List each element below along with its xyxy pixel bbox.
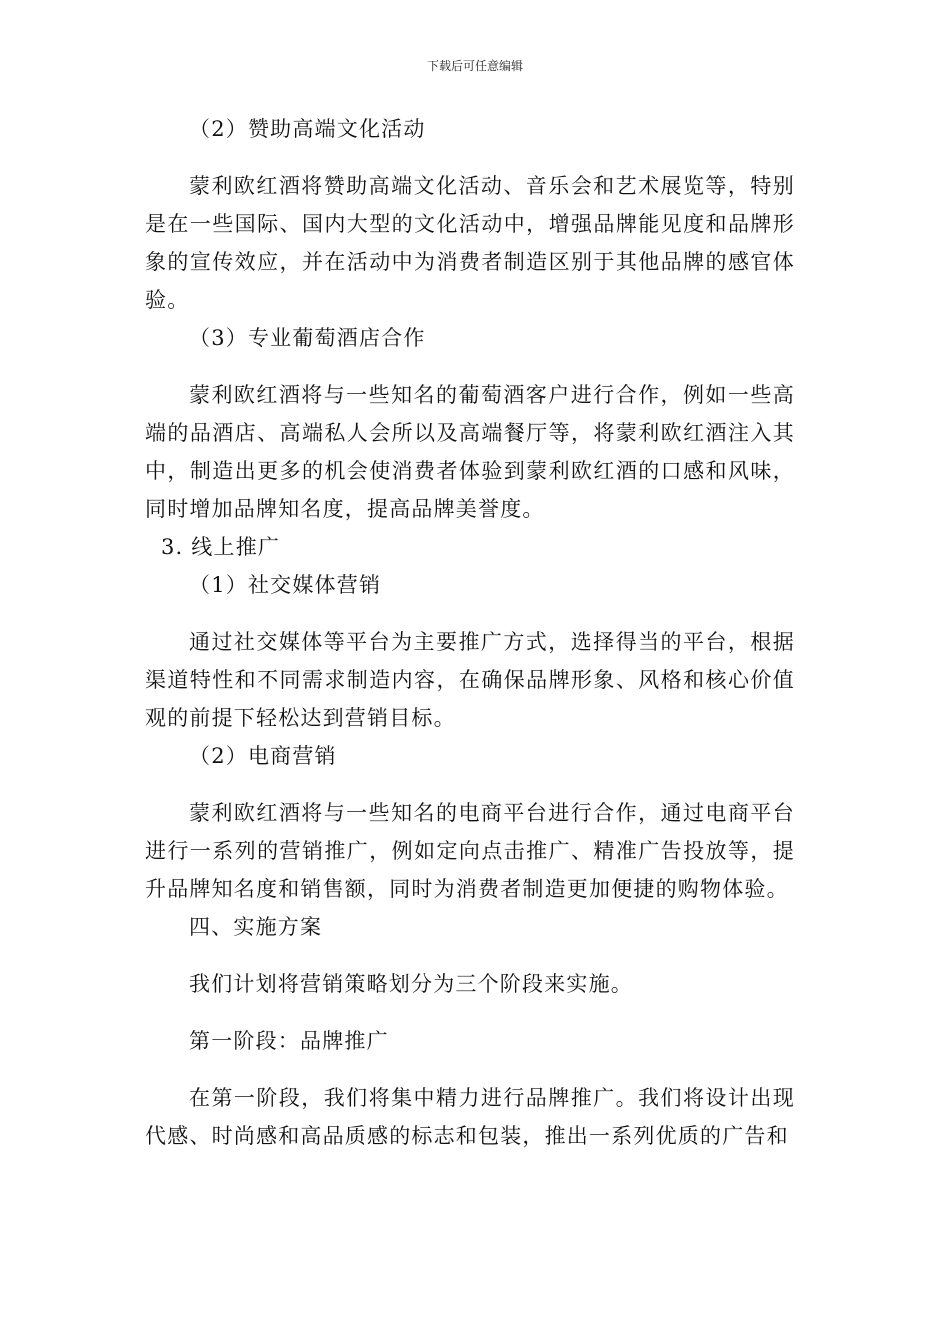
paragraph-sponsor-culture: 蒙利欧红酒将赞助高端文化活动、音乐会和艺术展览等，特别是在一些国际、国内大型的文化活动中，增强品牌能见度和品牌形象的宣传效应，并在活动中为消费者制造区别于其他品牌的感官体验。 (145, 174, 795, 312)
paragraph-ecommerce: 蒙利欧红酒将与一些知名的电商平台进行合作，通过电商平台进行一系列的营销推广，例如定向点击推广、精准广告投放等，提升品牌知名度和销售额，同时为消费者制造更加便捷的购物体验。 (145, 801, 795, 901)
header-note: 下载后可任意编辑 (426, 59, 523, 73)
paragraph-phase-one: 在第一阶段，我们将集中精力进行品牌推广。我们将设计出现代感、时尚感和高品质感的标志和包装，推出一系列优质的广告和 (145, 1086, 795, 1148)
heading-implementation: 四、实施方案 (189, 915, 323, 939)
paragraph-implementation-intro: 我们计划将营销策略划分为三个阶段来实施。 (189, 972, 633, 996)
paragraph-phase-one-title: 第一阶段：品牌推广 (189, 1029, 389, 1053)
heading-sponsor-culture: （2）赞助高端文化活动 (189, 117, 426, 141)
heading-wine-hotel: （3）专业葡萄酒店合作 (189, 326, 426, 350)
paragraph-wine-hotel: 蒙利欧红酒将与一些知名的葡萄酒客户进行合作，例如一些高端的品酒店、高端私人会所以及高端餐厅等，将蒙利欧红酒注入其中，制造出更多的机会使消费者体验到蒙利欧红酒的口感和风味，同时增加品牌知名度，提高品牌美誉度。 (145, 383, 795, 521)
document-body (145, 110, 795, 1155)
heading-social-media: （1）社交媒体营销 (189, 573, 382, 597)
heading-ecommerce: （2）电商营销 (189, 744, 337, 768)
paragraph-social-media: 通过社交媒体等平台为主要推广方式，选择得当的平台，根据渠道特性和不同需求制造内容，在确保品牌形象、风格和核心价值观的前提下轻松达到营销目标。 (145, 630, 795, 730)
heading-online-promotion: 3. 线上推广 (161, 535, 281, 559)
